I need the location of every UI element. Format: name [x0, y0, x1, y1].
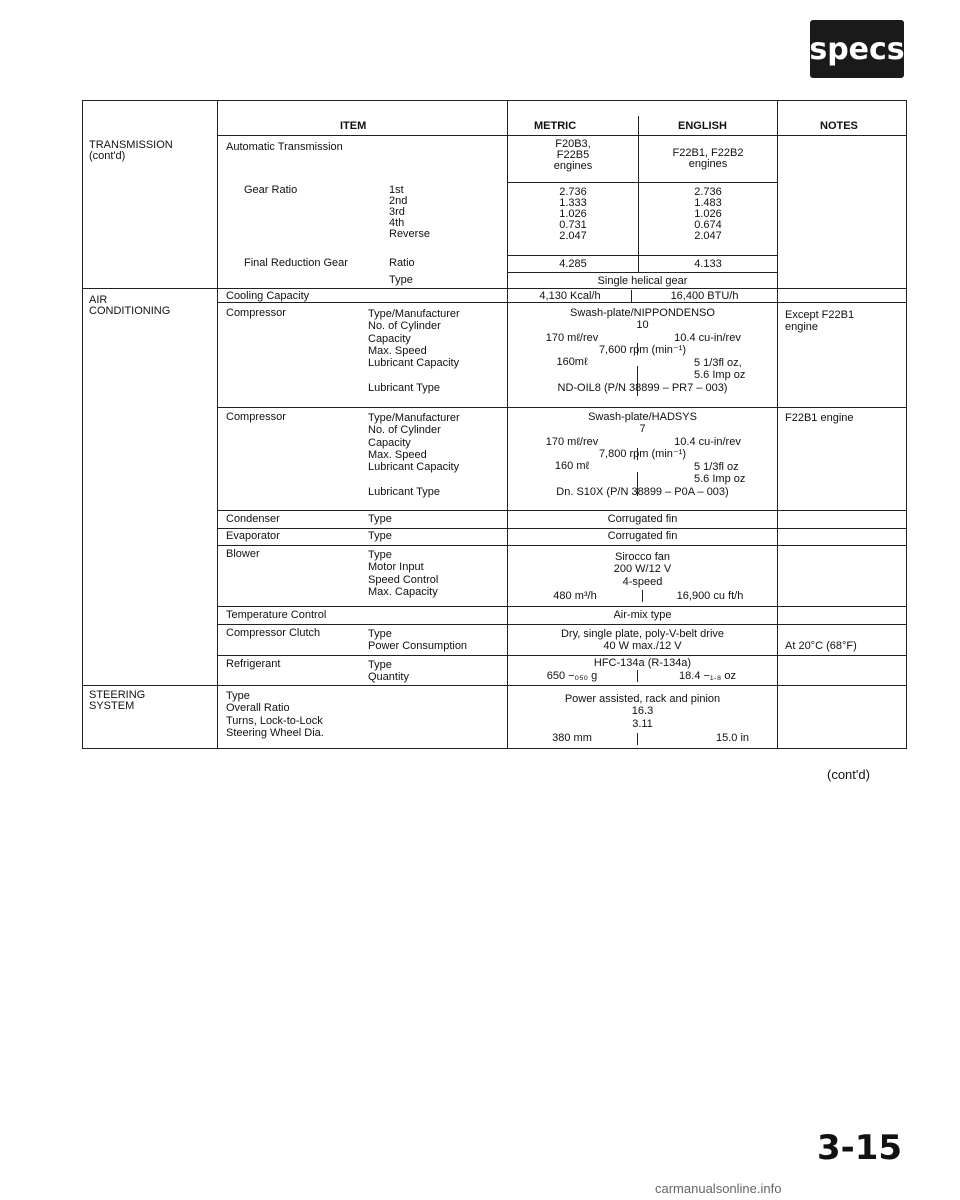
- compressor1-items: Type/Manufacturer No. of Cylinder Capacity Max. Speed Lubricant Capacity Lubricant Type: [368, 308, 460, 394]
- final-ratio-label: Ratio: [389, 257, 415, 269]
- condenser-label: Condenser: [226, 513, 280, 525]
- evaporator-type-label: Type: [368, 530, 392, 542]
- final-type-value: Single helical gear: [597, 275, 688, 287]
- header-item: ITEM: [340, 120, 367, 132]
- refrigerant-label: Refrigerant: [226, 658, 281, 670]
- blower-values: Sirocco fan 200 W/12 V 4-speed: [613, 551, 672, 588]
- compressor1-note: Except F22B1 engine: [785, 309, 855, 334]
- header-notes: NOTES: [820, 120, 858, 132]
- compressor2-label: Compressor: [226, 411, 286, 423]
- header-metric: METRIC: [534, 120, 577, 132]
- refrigerant-quantity-english: 18.4 −₁.₈ oz: [679, 670, 736, 682]
- compressor1-type: Swash-plate/NIPPONDENSO: [570, 307, 715, 319]
- compressor1-capacity-english: 10.4 cu-in/rev: [674, 332, 741, 344]
- compressor1-cylinders: 10: [636, 319, 649, 331]
- gear-metric: 2.736 1.333 1.026 0.731 2.047: [559, 186, 587, 242]
- final-type-label: Type: [389, 274, 413, 286]
- specs-table: [82, 100, 907, 748]
- continued-label: (cont'd): [827, 767, 870, 782]
- compressor1-capacity-metric: 170 mℓ/rev: [545, 332, 599, 344]
- condenser-value: Corrugated fin: [607, 513, 678, 525]
- evaporator-value: Corrugated fin: [607, 530, 678, 542]
- compressor2-cylinders: 7: [639, 423, 646, 435]
- compressor2-capacity-metric: 170 mℓ/rev: [545, 436, 599, 448]
- final-ratio-english: 4.133: [694, 258, 722, 270]
- compressor-clutch-note: At 20°C (68°F): [785, 640, 857, 652]
- compressor2-lub-english: 5 1/3fl oz 5.6 Imp oz: [694, 461, 746, 486]
- section-steering: STEERING SYSTEM: [89, 689, 146, 712]
- compressor2-items: Type/Manufacturer No. of Cylinder Capacity Max. Speed Lubricant Capacity Lubricant Type: [368, 412, 460, 498]
- steering-values: Power assisted, rack and pinion 16.3 3.11: [564, 693, 721, 730]
- auto-english: F22B1, F22B2 engines: [672, 147, 744, 170]
- refrigerant-quantity-metric: 650 −₀₅₀ g: [546, 670, 598, 682]
- compressor2-lub-type: Dn. S10X (P/N 38899 – P0A – 003): [556, 486, 729, 498]
- steering-dia-english: 15.0 in: [716, 732, 750, 744]
- compressor2-type: Swash-plate/HADSYS: [588, 411, 697, 423]
- compressor1-lub-english: 5 1/3fl oz, 5.6 Imp oz: [694, 357, 746, 382]
- section-air-conditioning: AIR CONDITIONING: [89, 294, 171, 317]
- cooling-metric: 4,130 Kcal/h: [539, 290, 601, 302]
- blower-capacity-english: 16,900 cu ft/h: [676, 590, 744, 602]
- temperature-control-value: Air-mix type: [613, 609, 672, 621]
- refrigerant-type: HFC-134a (R-134a): [593, 657, 692, 669]
- refrigerant-items: Type Quantity: [368, 659, 409, 684]
- compressor1-lub-metric: 160mℓ: [556, 356, 588, 368]
- page-number: 3-15: [817, 1128, 903, 1168]
- gear-list: 1st 2nd 3rd 4th Reverse: [389, 184, 430, 240]
- temperature-control-label: Temperature Control: [226, 609, 327, 621]
- compressor-clutch-items: Type Power Consumption: [368, 628, 468, 653]
- compressor1-lub-type: ND-OIL8 (P/N 38899 – PR7 – 003): [557, 382, 728, 394]
- compressor1-max-speed: 7,600 rpm (min⁻¹): [598, 344, 687, 356]
- gear-ratio-label: Gear Ratio: [244, 184, 298, 196]
- steering-dia-metric: 380 mm: [552, 732, 592, 744]
- specs-badge: specs: [810, 20, 904, 78]
- final-ratio-metric: 4.285: [559, 258, 587, 270]
- compressor-clutch-label: Compressor Clutch: [226, 627, 321, 639]
- blower-capacity-metric: 480 m³/h: [553, 590, 597, 602]
- condenser-type-label: Type: [368, 513, 392, 525]
- section-transmission: TRANSMISSION (cont'd): [89, 139, 173, 162]
- evaporator-label: Evaporator: [226, 530, 280, 542]
- auto-metric: F20B3, F22B5 engines: [553, 138, 593, 172]
- compressor2-lub-metric: 160 mℓ: [554, 460, 590, 472]
- compressor1-label: Compressor: [226, 307, 286, 319]
- cooling-capacity-label: Cooling Capacity: [226, 290, 310, 302]
- compressor2-note: F22B1 engine: [785, 412, 854, 424]
- compressor2-max-speed: 7,800 rpm (min⁻¹): [598, 448, 687, 460]
- watermark[interactable]: carmanualsonline.info: [655, 1181, 782, 1196]
- compressor2-capacity-english: 10.4 cu-in/rev: [674, 436, 741, 448]
- blower-items: Type Motor Input Speed Control Max. Capacity: [368, 549, 439, 598]
- cooling-english: 16,400 BTU/h: [670, 290, 739, 302]
- auto-transmission-label: Automatic Transmission: [226, 141, 343, 153]
- gear-english: 2.736 1.483 1.026 0.674 2.047: [694, 186, 722, 242]
- final-reduction-label: Final Reduction Gear: [244, 257, 348, 269]
- steering-items: Type Overall Ratio Turns, Lock-to-Lock Steering Wheel Dia.: [226, 690, 324, 739]
- compressor-clutch-values: Dry, single plate, poly-V-belt drive 40 W max./12 V: [560, 628, 725, 653]
- blower-label: Blower: [226, 548, 260, 560]
- header-english: ENGLISH: [678, 120, 727, 132]
